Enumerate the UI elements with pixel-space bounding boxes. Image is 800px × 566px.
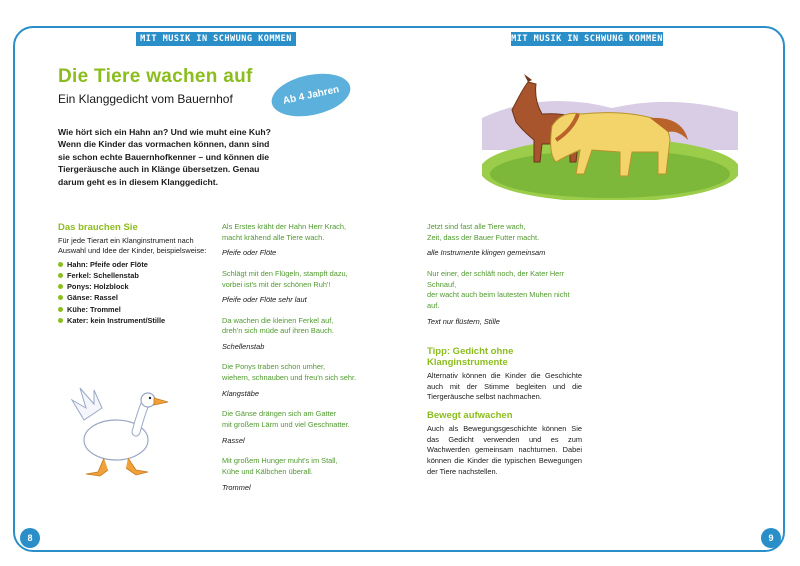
stanza-instrument: Pfeife oder Flöte sehr laut (222, 295, 307, 305)
needs-intro: Für jede Tierart ein Klanginstrument nach Auswahl und Idee der Kinder, beispielsweise: (58, 236, 207, 256)
tip-body: Auch als Bewegungsgeschichte können Sie das Gedicht verwenden und es zum Wachwerden gemeinsam nachturnen. Dabei können die Kinder die typischen Bewegungen der Tiere nachstellen. (427, 424, 582, 476)
age-badge: Ab 4 Jahren (268, 67, 355, 123)
stanza-instrument: Schellenstab (222, 342, 265, 352)
stanza-line: Jetzt sind fast alle Tiere wach, (427, 222, 526, 231)
stanza-instrument: Klangstäbe (222, 388, 259, 398)
intro-text: Wie hört sich ein Hahn an? Und wie muht eine Kuh? Wenn die Kinder das vormachen können, dann sind sie schon echte Bauernhofkenner – und können die Tiergeräusche auch in Klänge übersetzen. Genau darum geht es in diesem Klanggedicht. (58, 127, 271, 187)
bullet-icon (58, 307, 63, 312)
page-number-left: 8 (20, 528, 40, 548)
bullet-icon (58, 318, 63, 323)
stanza (222, 269, 382, 306)
needs-section (58, 222, 208, 326)
poem-column-left (222, 222, 382, 503)
poem-column-right (427, 222, 577, 337)
stanza (222, 456, 382, 493)
stanza (222, 362, 382, 399)
needs-list (58, 259, 208, 327)
tip-section-movement (427, 410, 582, 478)
stanza-line: macht krähend alle Tiere wach. (222, 232, 325, 242)
stanza-line: vorbei ist's mit der schönen Ruh'! (222, 279, 331, 289)
bullet-icon (58, 295, 63, 300)
header-tab-left: MIT MUSIK IN SCHWUNG KOMMEN (136, 32, 296, 46)
stanza-line: wiehern, schnauben und freu'n sich sehr. (222, 373, 357, 383)
list-item: Ponys: Holzblock (58, 281, 208, 292)
stanza-instrument: Trommel (222, 482, 251, 492)
stanza-line: Als Erstes kräht der Hahn Herr Krach, (222, 222, 347, 231)
tip-heading: Bewegt aufwachen (427, 410, 513, 421)
tip-heading: Tipp: Gedicht ohne Klanginstrumente (427, 346, 514, 368)
stanza-line: Da wachen die kleinen Ferkel auf, (222, 315, 334, 325)
stanza-line: Die Gänse drängen sich am Gatter (222, 409, 337, 419)
stanza (427, 222, 577, 259)
header-tab-right: MIT MUSIK IN SCHWUNG KOMMEN (511, 34, 663, 44)
stanza (222, 316, 382, 353)
stanza-instrument: alle Instrumente klingen gemeinsam (427, 248, 546, 258)
tip-body: Alternativ können die Kinder die Geschichte auch mit der Stimme begleiten und die Tiergeräusche selbst nachmachen. (427, 371, 582, 402)
list-item: Gänse: Rassel (58, 292, 208, 303)
stanza (427, 269, 577, 327)
stanza-line: Schlägt mit den Flügeln, stampft dazu, (222, 268, 348, 278)
stanza (222, 409, 382, 446)
stanza-instrument: Text nur flüstern, Stille (427, 316, 500, 326)
page-subtitle: Ein Klanggedicht vom Bauernhof (58, 92, 233, 106)
list-item: Ferkel: Schellenstab (58, 270, 208, 281)
stanza-line: dreh'n sich müde auf ihren Bauch. (222, 326, 334, 336)
stanza-line: Zeit, dass der Bauer Futter macht. (427, 232, 540, 242)
stanza-instrument: Pfeife oder Flöte (222, 248, 277, 258)
bullet-icon (58, 284, 63, 289)
goose-illustration (64, 380, 174, 480)
stanza-line: Mit großem Hunger muht's im Stall, (222, 456, 338, 466)
stanza-line: Kühe und Kälbchen überall. (222, 466, 313, 476)
stanza-line: der wacht auch beim lautesten Muhen nicht auf. (427, 290, 570, 311)
list-item: Kater: kein Instrument/Stille (58, 315, 208, 326)
needs-heading: Das brauchen Sie (58, 222, 138, 233)
page-number-right: 9 (761, 528, 781, 548)
stanza-line: mit großem Lärm und viel Geschnatter. (222, 420, 350, 430)
stanza-line: Nur einer, der schläft noch, der Kater Herr Schnauf, (427, 268, 565, 289)
bullet-icon (58, 262, 63, 267)
tip-section-no-instruments (427, 346, 582, 403)
stanza-instrument: Rassel (222, 435, 245, 445)
stanza-line: Die Ponys traben schon umher, (222, 362, 326, 372)
page-title: Die Tiere wachen auf (58, 66, 253, 87)
horses-illustration (482, 70, 738, 200)
bullet-icon (58, 273, 63, 278)
list-item: Kühe: Trommel (58, 304, 208, 315)
list-item: Hahn: Pfeife oder Flöte (58, 259, 208, 270)
stanza (222, 222, 382, 259)
